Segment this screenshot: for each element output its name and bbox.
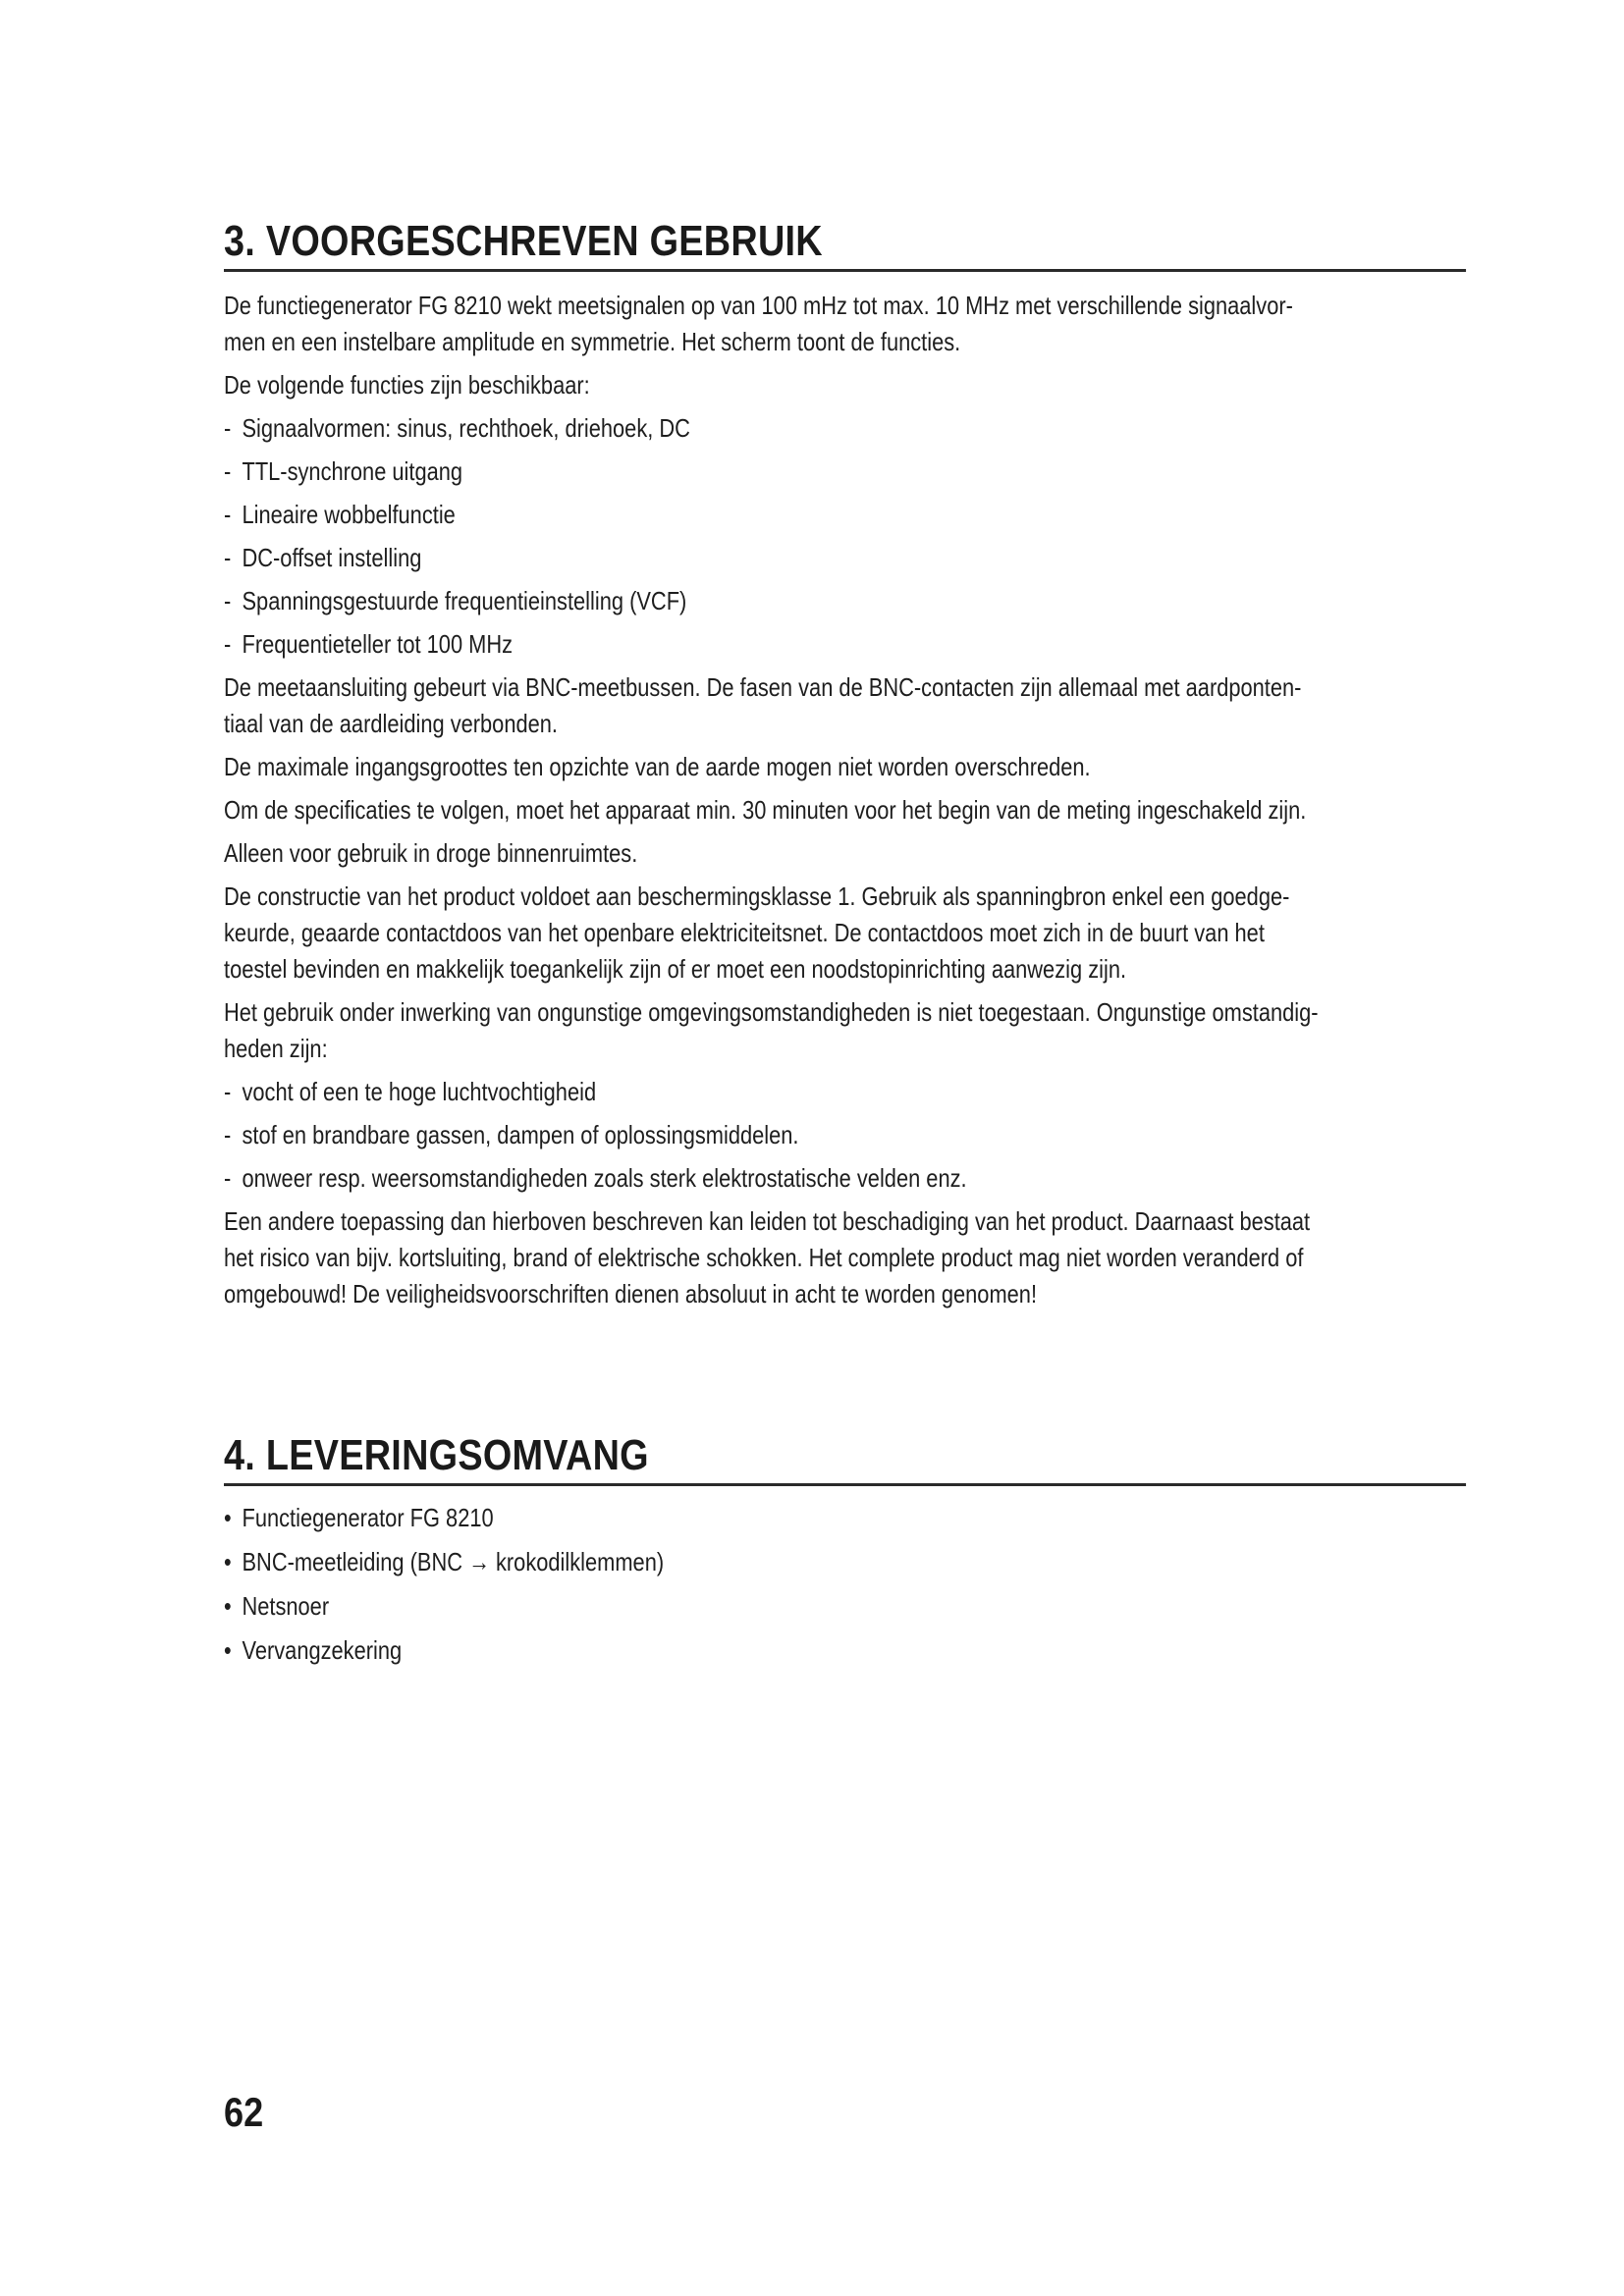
line: tiaal van de aardleiding verbonden. [224,709,558,739]
line: De meetaansluiting gebeurt via BNC-meetbussen. De fasen van de BNC-contacten zijn allemaal met aardponten- [224,672,1302,703]
bullet-marker: • [224,1591,232,1622]
line: Een andere toepassing dan hierboven beschreven kan leiden tot beschadiging van het product. Daarnaast bestaat [224,1206,1311,1237]
list-item-text: stof en brandbare gassen, dampen of oplossingsmiddelen. [242,1120,799,1150]
list-item-text: onweer resp. weersomstandigheden zoals sterk elektrostatische velden enz. [242,1163,967,1194]
list-item [224,454,1465,497]
list-item-text: TTL-synchrone uitgang [242,456,463,487]
list-item [224,540,1465,583]
paragraph-conditions [224,994,1465,1067]
list-item [224,1544,1465,1588]
line: De constructie van het product voldoet aan beschermingsklasse 1. Gebruik als spanningbron enkel een goedge- [224,881,1290,912]
list-item [224,497,1465,540]
section-intended-use [224,218,1466,1312]
paragraph-warmup: Om de specificaties te volgen, moet het apparaat min. 30 minuten voor het begin van de meting ingeschakeld zijn. [224,795,1307,826]
paragraph-indoor: Alleen voor gebruik in droge binnenruimtes. [224,838,638,869]
line: het risico van bijv. kortsluiting, brand of elektrische schokken. Het complete product mag niet worden veranderd of [224,1243,1304,1273]
line: men en een instelbare amplitude en symmetrie. Het scherm toont de functies. [224,327,961,357]
delivery-list [224,1500,1465,1677]
list-item [224,410,1465,454]
section-delivery-contents [224,1432,1466,1677]
section-delivery-body [224,1500,1465,1677]
dash-marker: - [224,500,232,530]
dash-marker: - [224,543,232,573]
dash-marker: - [224,629,232,660]
paragraph-connection [224,669,1465,742]
dash-marker: - [224,586,232,616]
list-item-text: Signaalvormen: sinus, rechthoek, driehoek, DC [242,413,690,444]
line: toestel bevinden en makkelijk toegankelijk zijn of er moet een noodstopinrichting aanwezig zijn. [224,954,1127,985]
line: omgebouwd! De veiligheidsvoorschriften dienen absoluut in acht te worden genomen! [224,1279,1038,1309]
dash-marker: - [224,1163,232,1194]
functions-list [224,410,1465,669]
list-item-text: Frequentieteller tot 100 MHz [242,629,514,660]
list-item [224,1117,1465,1160]
dash-marker: - [224,1077,232,1107]
paragraph-functions-intro: De volgende functies zijn beschikbaar: [224,370,590,400]
list-item-text: DC-offset instelling [242,543,422,573]
page-number: 62 [224,2089,264,2135]
line: keurde, geaarde contactdoos van het openbare elektriciteitsnet. De contactdoos moet zich in de buurt van het [224,918,1265,948]
section-heading-intended-use: 3. VOORGESCHREVEN GEBRUIK [224,218,1466,272]
list-item [224,1500,1465,1544]
list-item [224,1588,1465,1632]
paragraph-construction [224,879,1465,988]
bullet-marker: • [224,1635,232,1666]
bullet-marker: • [224,1503,232,1533]
list-item [224,1160,1465,1203]
dash-marker: - [224,413,232,444]
list-item-text: Functiegenerator FG 8210 [242,1503,494,1533]
line: De functiegenerator FG 8210 wekt meetsignalen op van 100 mHz tot max. 10 MHz met verschillende signaalvor- [224,291,1293,321]
section-heading-delivery-contents: 4. LEVERINGSOMVANG [224,1432,1466,1486]
list-item-text: Netsnoer [242,1591,330,1622]
list-item [224,1074,1465,1117]
dash-marker: - [224,456,232,487]
paragraph-warning [224,1203,1465,1312]
list-item-text: Spanningsgestuurde frequentieinstelling (VCF) [242,586,687,616]
line: heden zijn: [224,1034,328,1064]
line: Het gebruik onder inwerking van ongunstige omgevingsomstandigheden is niet toegestaan. Ongunstige omstandig- [224,997,1319,1028]
list-item-text: Vervangzekering [242,1635,403,1666]
list-item-text: vocht of een te hoge luchtvochtigheid [242,1077,597,1107]
list-item [224,583,1465,626]
list-item-text: Lineaire wobbelfunctie [242,500,456,530]
dash-marker: - [224,1120,232,1150]
list-item [224,1632,1465,1677]
list-item-text: BNC-meetleiding (BNC → krokodilklemmen) [242,1547,665,1577]
section-intended-use-body [224,288,1465,1312]
paragraph-max-input: De maximale ingangsgroottes ten opzichte van de aarde mogen niet worden overschreden. [224,752,1091,782]
paragraph-intro [224,288,1465,360]
bullet-marker: • [224,1547,232,1577]
conditions-list [224,1074,1465,1203]
list-item [224,626,1465,669]
